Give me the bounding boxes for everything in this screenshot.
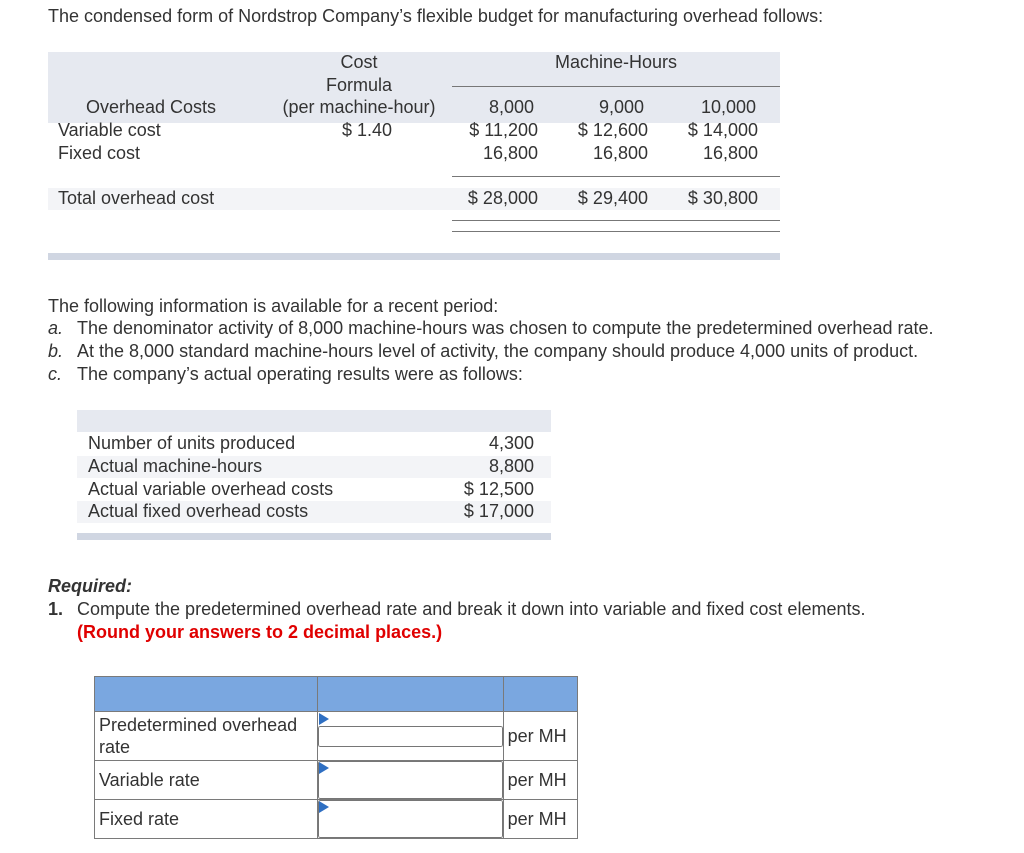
- cell: 16,800: [702, 143, 758, 163]
- list-marker: a.: [48, 318, 64, 338]
- actual-value: $ 12,500: [463, 479, 534, 499]
- answer-cell: [317, 800, 503, 839]
- info-lead: The following information is available for a recent period:: [48, 296, 499, 316]
- formula-header: Formula: [325, 75, 392, 95]
- total-cell: $ 29,400: [577, 188, 648, 208]
- row-label: Fixed cost: [58, 143, 141, 163]
- level-9000: 9,000: [598, 97, 644, 117]
- cell: 16,800: [482, 143, 538, 163]
- header-cell: [95, 677, 318, 712]
- actual-value: 4,300: [488, 433, 534, 453]
- answer-row-label: Variable rate: [95, 761, 318, 800]
- row-label: Variable cost: [58, 120, 161, 140]
- cell: $ 14,000: [687, 120, 758, 140]
- cell: 16,800: [592, 143, 648, 163]
- required-question: Compute the predetermined overhead rate and break it down into variable and fixed cost elements.: [77, 599, 866, 619]
- intro-text: The condensed form of Nordstrop Company’s flexible budget for manufacturing overhead follows:: [48, 6, 824, 26]
- answer-marker-icon: [319, 713, 329, 725]
- machine-hours-header: Machine-Hours: [554, 52, 678, 72]
- actual-value: $ 17,000: [463, 501, 534, 521]
- list-item: The denominator activity of 8,000 machine-hours was chosen to compute the predetermined overhead rate.: [77, 318, 934, 338]
- required-heading: Required:: [48, 576, 133, 596]
- actual-label: Number of units produced: [88, 433, 296, 453]
- rounding-note: (Round your answers to 2 decimal places.): [77, 622, 443, 642]
- per-machine-hour-header: (per machine-hour): [282, 97, 436, 117]
- cell: $ 12,600: [577, 120, 648, 140]
- variable-cost-formula: $ 1.40: [342, 120, 393, 140]
- total-cell: $ 30,800: [687, 188, 758, 208]
- level-8000: 8,000: [488, 97, 534, 117]
- answer-marker-icon: [319, 762, 329, 774]
- answer-row-label: Fixed rate: [95, 800, 318, 839]
- header-cell: [503, 677, 577, 712]
- list-item: At the 8,000 standard machine-hours level of activity, the company should produce 4,000 units of product.: [77, 341, 919, 361]
- required-number: 1.: [48, 599, 64, 619]
- variable-rate-input[interactable]: [318, 761, 503, 799]
- cell: $ 11,200: [469, 120, 538, 140]
- cost-header: Cost: [340, 52, 378, 72]
- unit-label: per MH: [503, 800, 577, 839]
- actual-value: 8,800: [488, 456, 534, 476]
- unit-label: per MH: [503, 712, 577, 761]
- answer-row-label: Predetermined overhead rate: [95, 712, 318, 761]
- total-label: Total overhead cost: [58, 188, 215, 208]
- answer-cell: [317, 761, 503, 800]
- total-cell: $ 28,000: [467, 188, 538, 208]
- list-item: The company’s actual operating results were as follows:: [77, 364, 523, 384]
- predetermined-rate-input[interactable]: [318, 726, 503, 747]
- actual-label: Actual fixed overhead costs: [88, 501, 309, 521]
- list-marker: c.: [48, 364, 63, 384]
- fixed-rate-input[interactable]: [318, 800, 503, 838]
- list-marker: b.: [48, 341, 64, 361]
- header-cell: [317, 677, 503, 712]
- level-10000: 10,000: [700, 97, 756, 117]
- answer-cell: [317, 712, 503, 761]
- actual-label: Actual variable overhead costs: [88, 479, 334, 499]
- overhead-costs-header: Overhead Costs: [86, 97, 217, 117]
- answer-marker-icon: [319, 801, 329, 813]
- answer-table: [94, 676, 578, 839]
- unit-label: per MH: [503, 761, 577, 800]
- actual-label: Actual machine-hours: [88, 456, 263, 476]
